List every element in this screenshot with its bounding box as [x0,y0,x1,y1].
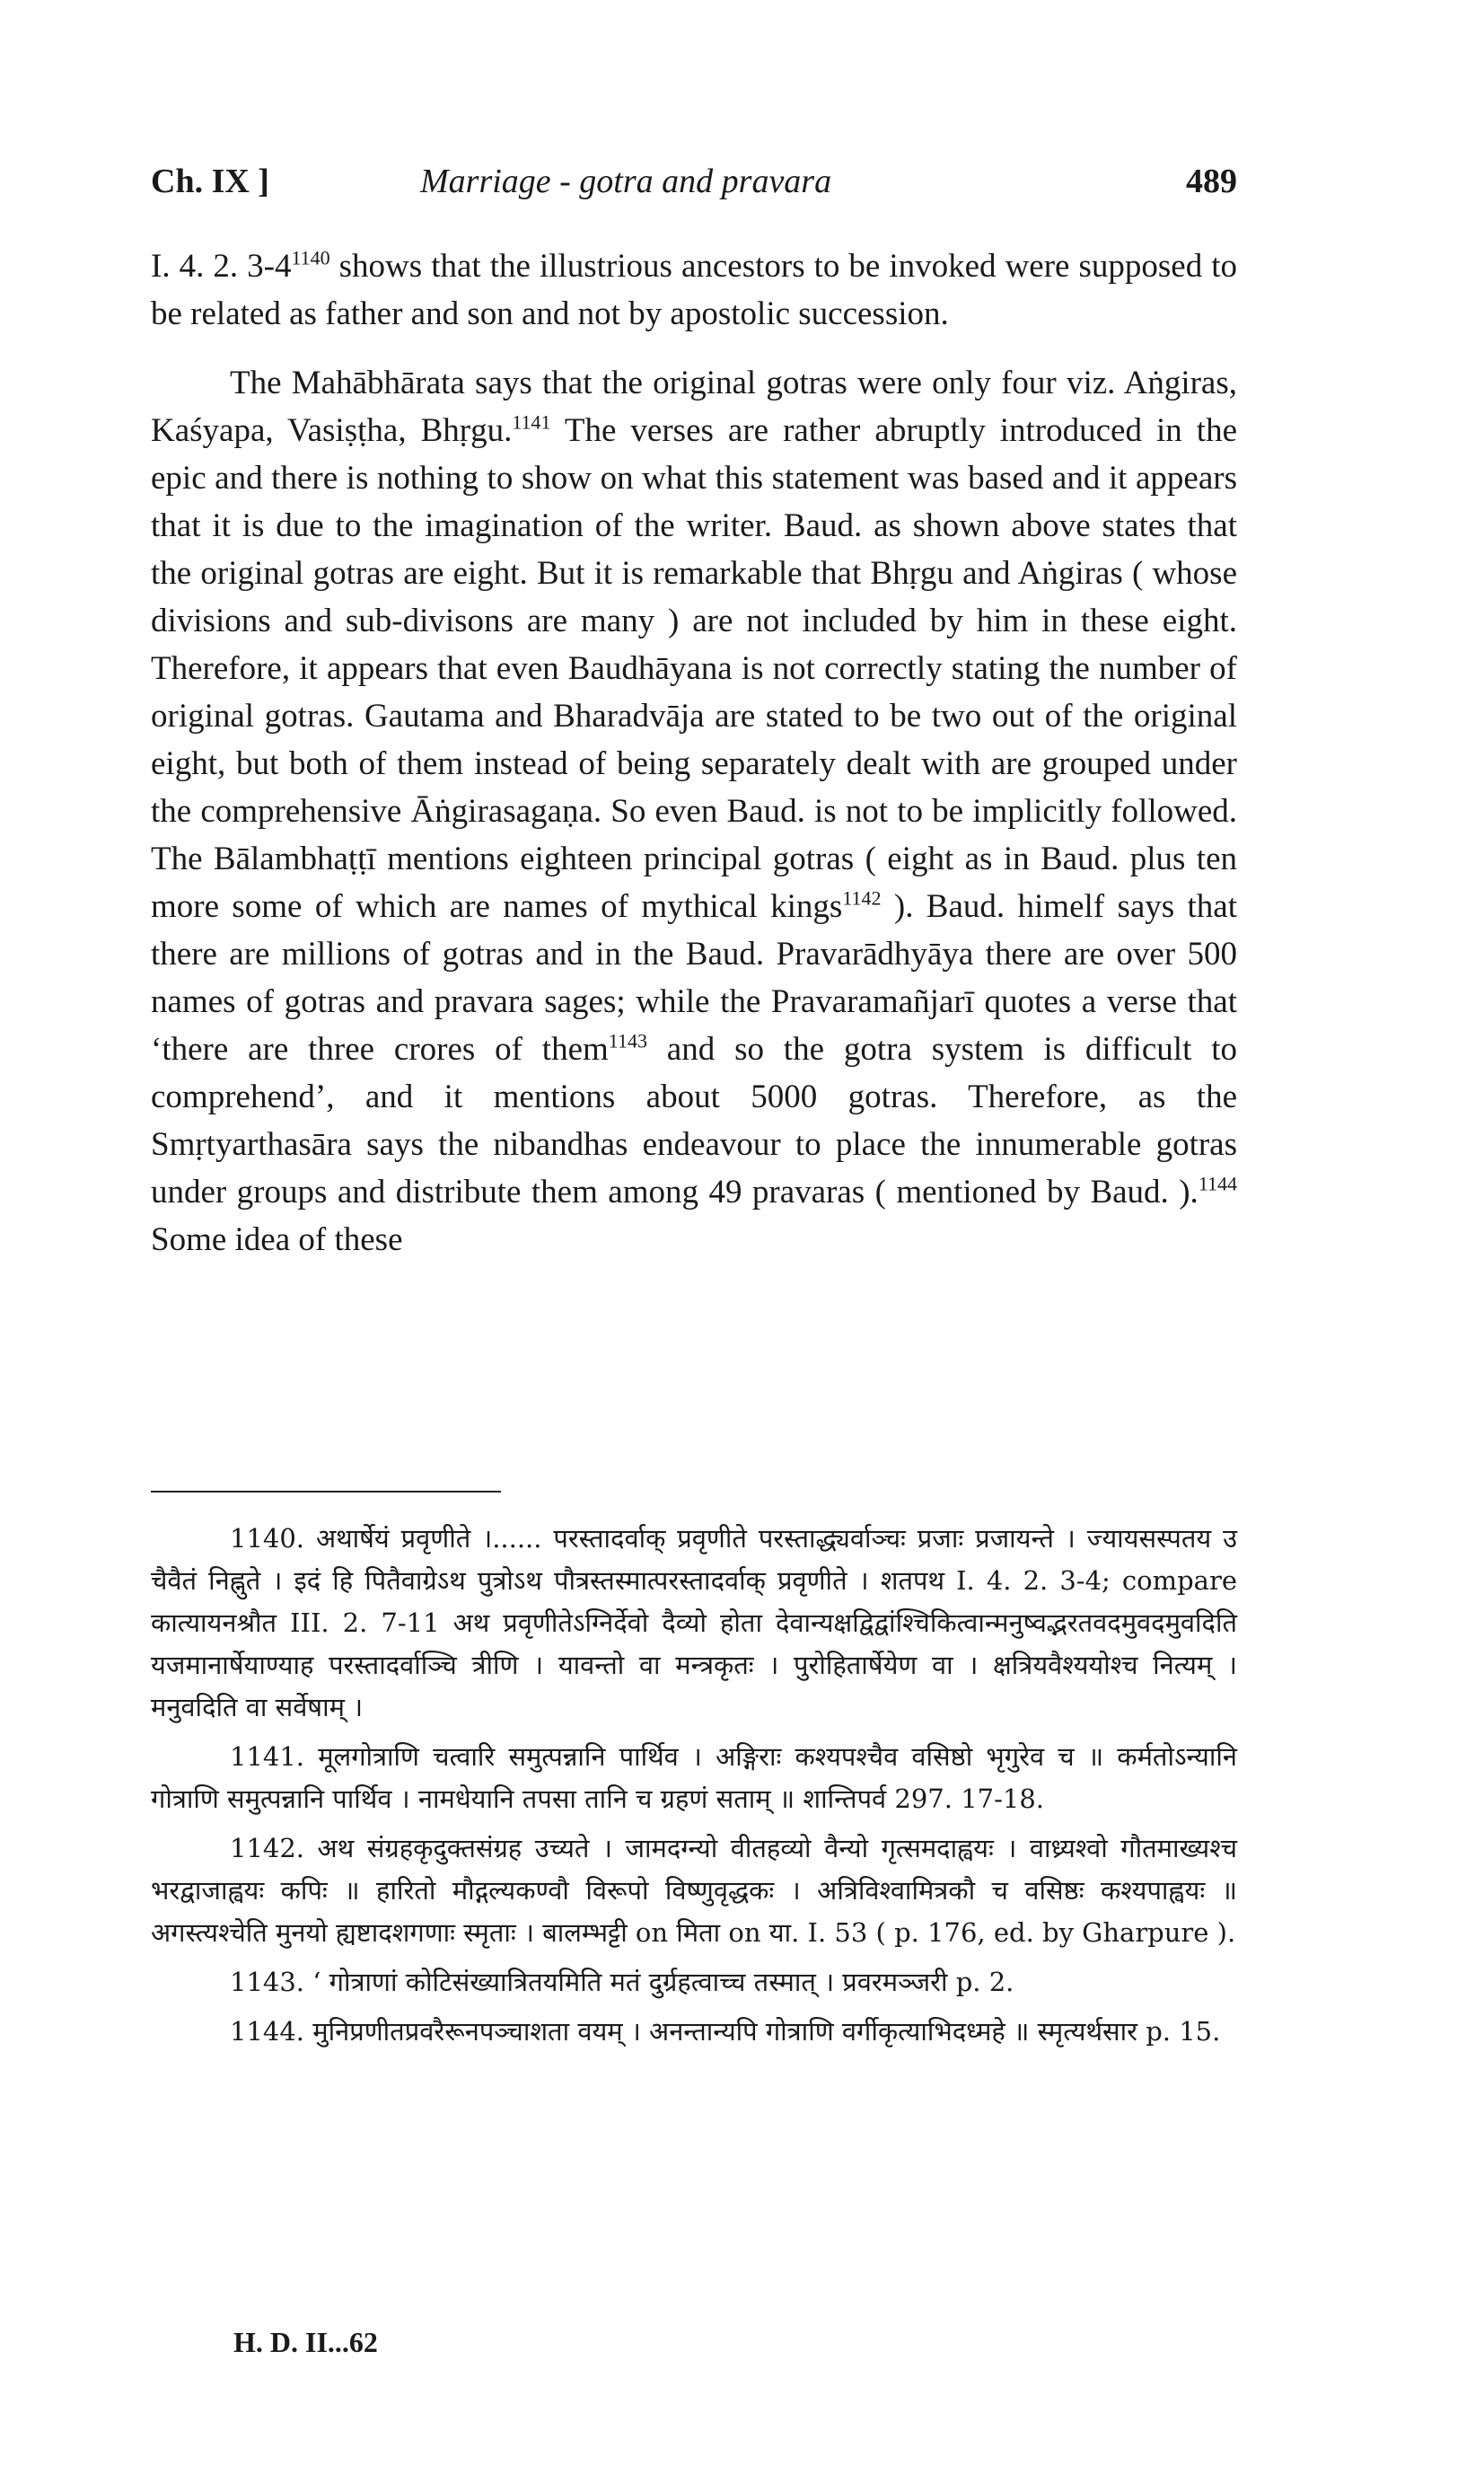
footnotes [151,1518,1237,2060]
footnote-divider [151,1491,501,1493]
paragraph-2: The Mahābhārata says that the original gotras were only four viz. Aṅgiras, Kaśyapa, Vasiṣṭha, Bhṛgu.$^{1141}$ The verses are rather abruptly introduced in the epic and there is nothing to show on what this statement was based and it appears that it is due to the imagination of the writer. Baud. as shown above states that the original gotras are eight. But it is remarkable that Bhṛgu and Aṅgiras ( whose divisions and sub-divisons are many ) are not included by him in these eight. Therefore, it appears that even Baudhāyana is not correctly stating the number of original gotras. Gautama and Bharadvāja are stated to be two out of the original eight, but both of them instead of being separately dealt with are grouped under the comprehensive Āṅgirasagaṇa. So even Baud. is not to be implicitly followed. The Bālambhaṭṭī mentions eighteen principal gotras ( eight as in Baud. plus ten more some of which are names of mythical kings$^{1142}$ ). Baud. himelf says that there are millions of gotras and in the Baud. Pravarādhyāya there are over 500 names of gotras and pravara sages; while the Pravaramañjarī quotes a verse that ‘there are three crores of them$^{1143}$ and so the gotra system is difficult to comprehend’, and it mentions about 5000 gotras. Therefore, as the Smṛtyarthasāra says the nibandhas endeavour to place the innumerable gotras under groups and distribute them among 49 pravaras ( mentioned by Baud. ).$^{1144}$ Some idea of these [151,365,1237,1258]
footnote-1141: 1141. मूलगोत्राणि चत्वारि समुत्पन्नानि पार्थिव । अङ्गिराः कश्यपश्चैव वसिष्ठो भृगुरेव च ॥ कर्मतोऽन्यानि गोत्राणि समुत्पन्नानि पार्थिव । नामधेयानि तपसा तानि च ग्रहणं सताम् ॥ शान्तिपर्व 297. 17-18. [151,1741,1237,1814]
footnote-1144: 1144. मुनिप्रणीतप्रवरैरूनपञ्चाशता वयम् । अनन्तान्यपि गोत्राणि वर्गीकृत्याभिदध्महे ॥ स्मृत्यर्थसार p. 15. [230,2016,1221,2047]
footnote-ref-1143: 1143 [608,1029,647,1052]
footnote-ref-1142: 1142 [842,886,882,910]
running-header [151,162,1237,216]
paragraph-1: I. 4. 2. $3-4^{1140}$ shows that the illustrious ancestors to be invoked were supposed to be related as father and son and not by apostolic succession. [151,246,1237,332]
footnote-ref-1140: 1140 [291,246,330,269]
footnote-ref-1144: 1144 [1198,1172,1237,1195]
running-title: Marriage - gotra and pravara [420,163,832,200]
footnote-1140: 1140. अथार्षेयं प्रवृणीते ।...... परस्तादर्वाक् प्रवृणीते परस्ताद्ध्यर्वाञ्चः प्रजाः प्रजायन्ते । ज्यायसस्पतय उ चैवैतं निह्नुते । इदं हि पितैवाग्रेऽथ पुत्रोऽथ पौत्रस्तस्मात्परस्तादर्वाक् प्रवृणीते । शतपथ I. 4. 2. 3-4; compare कात्यायनश्रौत III. 2. 7-11 अथ प्रवृणीतेऽग्निर्देवो दैव्यो होता देवान्यक्षद्विद्वांश्चिकित्वान्मनुष्वद्भरतवदमुवदमुवदिति यजमानार्षेयाण्याह परस्तादर्वाञ्चि त्रीणि । यावन्तो वा मन्त्रकृतः । पुरोहितार्षेयेण वा । क्षत्रियवैश्ययोश्च नित्यम् । मनुवदिति वा सर्वेषाम् । [151,1523,1238,1722]
page-number: 489 [1186,163,1237,200]
footnote-ref-1141: 1141 [512,410,551,434]
main-text [151,242,1237,1264]
footnote-1143: 1143. ‘ गोत्राणां कोटिसंख्यात्रितयमिति मतं दुर्ग्रहत्वाच्च तस्मात् । प्रवरमञ्जरी p. 2. [230,1967,1014,1997]
footnote-1142: 1142. अथ संग्रहकृदुक्तसंग्रह उच्यते । जामदग्न्यो वीतहव्यो वैन्यो गृत्समदाह्वयः । वाध्र्यश्वो गौतमाख्यश्च भरद्वाजाह्वयः कपिः ॥ हारितो मौद्गल्यकण्वौ विरूपो विष्णुवृद्धकः । अत्रिविश्वामित्रकौ च वसिष्ठः कश्यपाह्वयः ॥ अगस्त्यश्चेति मुनयो ह्यष्टादशगणाः स्मृताः । बालम्भट्टी on मिता on या. I. 53 ( p. 176, ed. by Gharpure ). [151,1833,1237,1948]
signature-mark: H. D. II...62 [233,2326,378,2358]
chapter-label: Ch. IX ] [151,163,269,200]
